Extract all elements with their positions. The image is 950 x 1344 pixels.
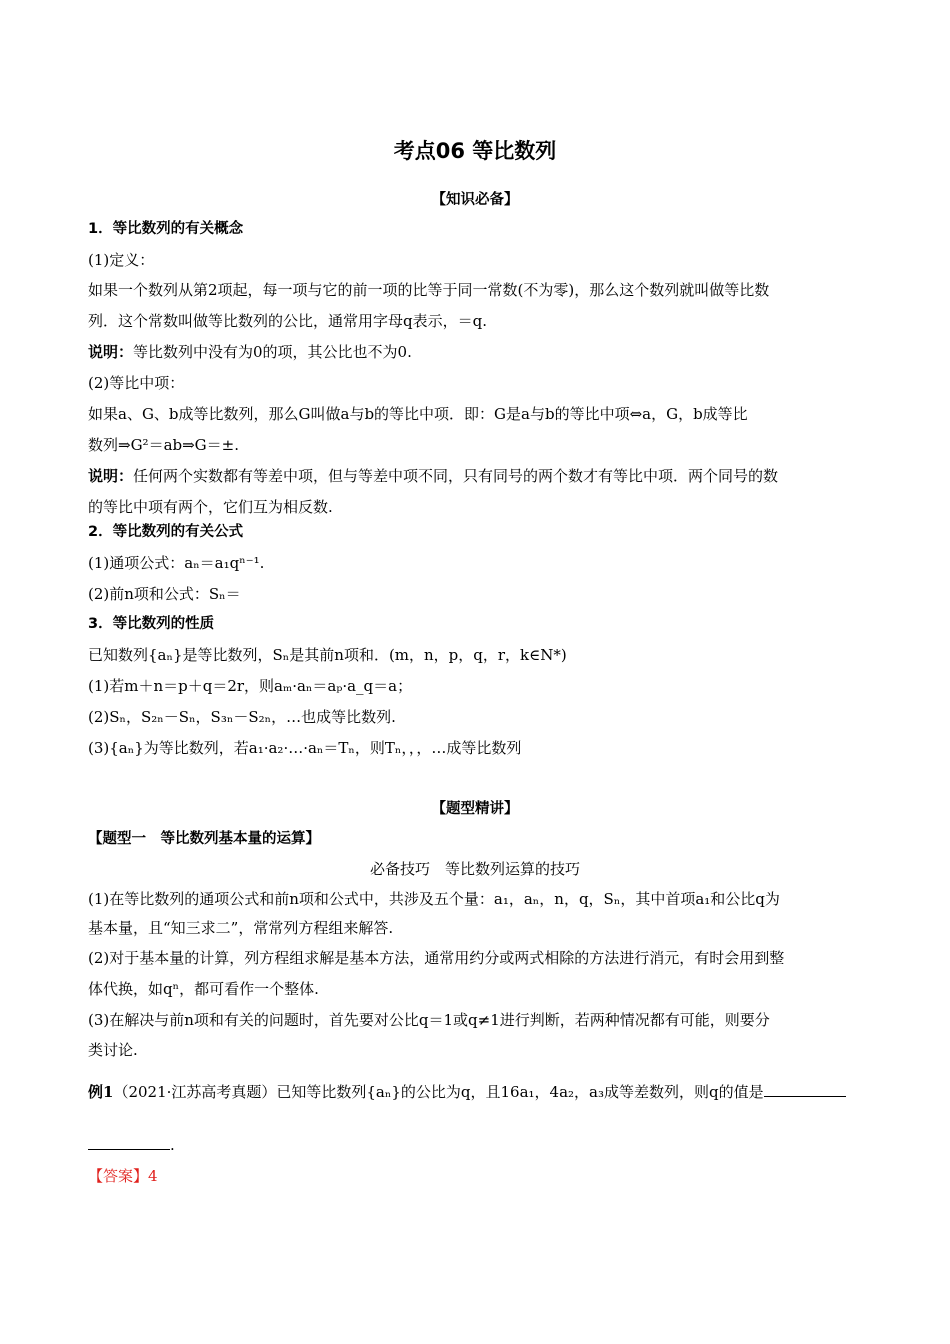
section-heading-properties: 3．等比数列的性质 xyxy=(88,616,215,632)
answer-value: 4 xyxy=(148,1167,158,1185)
skill-2-line-1: (2)对于基本量的计算，列方程组求解是基本方法，通常用约分或两式相除的方法进行消元，有时会用到整 xyxy=(88,949,785,967)
question-type-1-heading: 【题型一 等比数列基本量的运算】 xyxy=(88,831,320,847)
section-heading-concepts: 1．等比数列的有关概念 xyxy=(88,221,244,237)
definition-line-2: 列．这个常数叫做等比数列的公比，通常用字母q表示，＝q. xyxy=(88,312,487,330)
note-1-text: 等比数列中没有为0的项，其公比也不为0. xyxy=(133,343,412,361)
answer-label: 【答案】 xyxy=(88,1167,149,1185)
geometric-mean-line-2: 数列⇒G²＝ab⇒G＝±. xyxy=(88,436,239,454)
skill-1-line-2: 基本量，且“知三求二”，常常列方程组来解答. xyxy=(88,919,394,937)
example-end: . xyxy=(170,1136,175,1154)
example-1 xyxy=(88,1082,846,1102)
general-term-formula: (1)通项公式：aₙ＝a₁qⁿ⁻¹. xyxy=(88,554,265,572)
note-2-label: 说明： xyxy=(88,467,134,485)
geometric-mean-label: (2)等比中项： xyxy=(88,374,185,392)
answer xyxy=(88,1166,158,1186)
skill-2-line-2: 体代换，如qⁿ，都可看作一个整体. xyxy=(88,980,319,998)
skill-3-line-1: (3)在解决与前n项和有关的问题时，首先要对公比q＝1或q≠1进行判断，若两种情况都有可能，则要分 xyxy=(88,1011,770,1029)
skill-3-line-2: 类讨论. xyxy=(88,1041,138,1059)
sum-formula: (2)前n项和公式：Sₙ＝ xyxy=(88,585,241,603)
note-2-line-1 xyxy=(88,466,778,486)
answer-blank-continued xyxy=(88,1135,170,1150)
skill-title: 必备技巧 等比数列运算的技巧 xyxy=(369,860,580,878)
example-source: （2021·江苏高考真题） xyxy=(113,1083,277,1101)
property-2: (2)Sₙ，S₂ₙ－Sₙ，S₃ₙ－S₂ₙ，…也成等比数列. xyxy=(88,708,396,726)
section-heading-formulas: 2．等比数列的有关公式 xyxy=(88,524,244,540)
geometric-mean-line-1: 如果a、G、b成等比数列，那么G叫做a与b的等比中项．即：G是a与b的等比中项⇔a，G，b成等比 xyxy=(88,405,748,423)
example-1-continuation xyxy=(88,1135,175,1155)
note-1 xyxy=(88,342,412,362)
properties-intro: 已知数列{aₙ}是等比数列，Sₙ是其前n项和．(m，n，p，q，r，k∈N*) xyxy=(88,646,567,664)
note-2-text: 任何两个实数都有等差中项，但与等差中项不同，只有同号的两个数才有等比中项．两个同号的数 xyxy=(133,467,779,485)
lecture-header: 【题型精讲】 xyxy=(431,801,519,817)
note-2-line-2: 的等比中项有两个，它们互为相反数. xyxy=(88,498,333,516)
answer-blank xyxy=(764,1082,846,1097)
skill-1-line-1: (1)在等比数列的通项公式和前n项和公式中，共涉及五个量：a₁，aₙ，n，q，Sₙ，其中首项a₁和公比q为 xyxy=(88,890,780,908)
definition-line-1: 如果一个数列从第2项起，每一项与它的前一项的比等于同一常数(不为零)，那么这个数列就叫做等比数 xyxy=(88,281,770,299)
definition-label: (1)定义： xyxy=(88,251,155,269)
property-1: (1)若m＋n＝p＋q＝2r，则aₘ·aₙ＝aₚ·a_q＝a； xyxy=(88,677,413,695)
property-3: (3){aₙ}为等比数列，若a₁·a₂·…·aₙ＝Tₙ，则Tₙ，，，…成等比数列 xyxy=(88,739,522,757)
page-title: 考点06 等比数列 xyxy=(393,139,557,163)
example-label: 例1 xyxy=(88,1083,114,1101)
example-text: 已知等比数列{aₙ}的公比为q，且16a₁，4a₂，a₃成等差数列，则q的值是 xyxy=(276,1083,764,1101)
note-1-label: 说明： xyxy=(88,343,134,361)
knowledge-header: 【知识必备】 xyxy=(431,192,519,208)
